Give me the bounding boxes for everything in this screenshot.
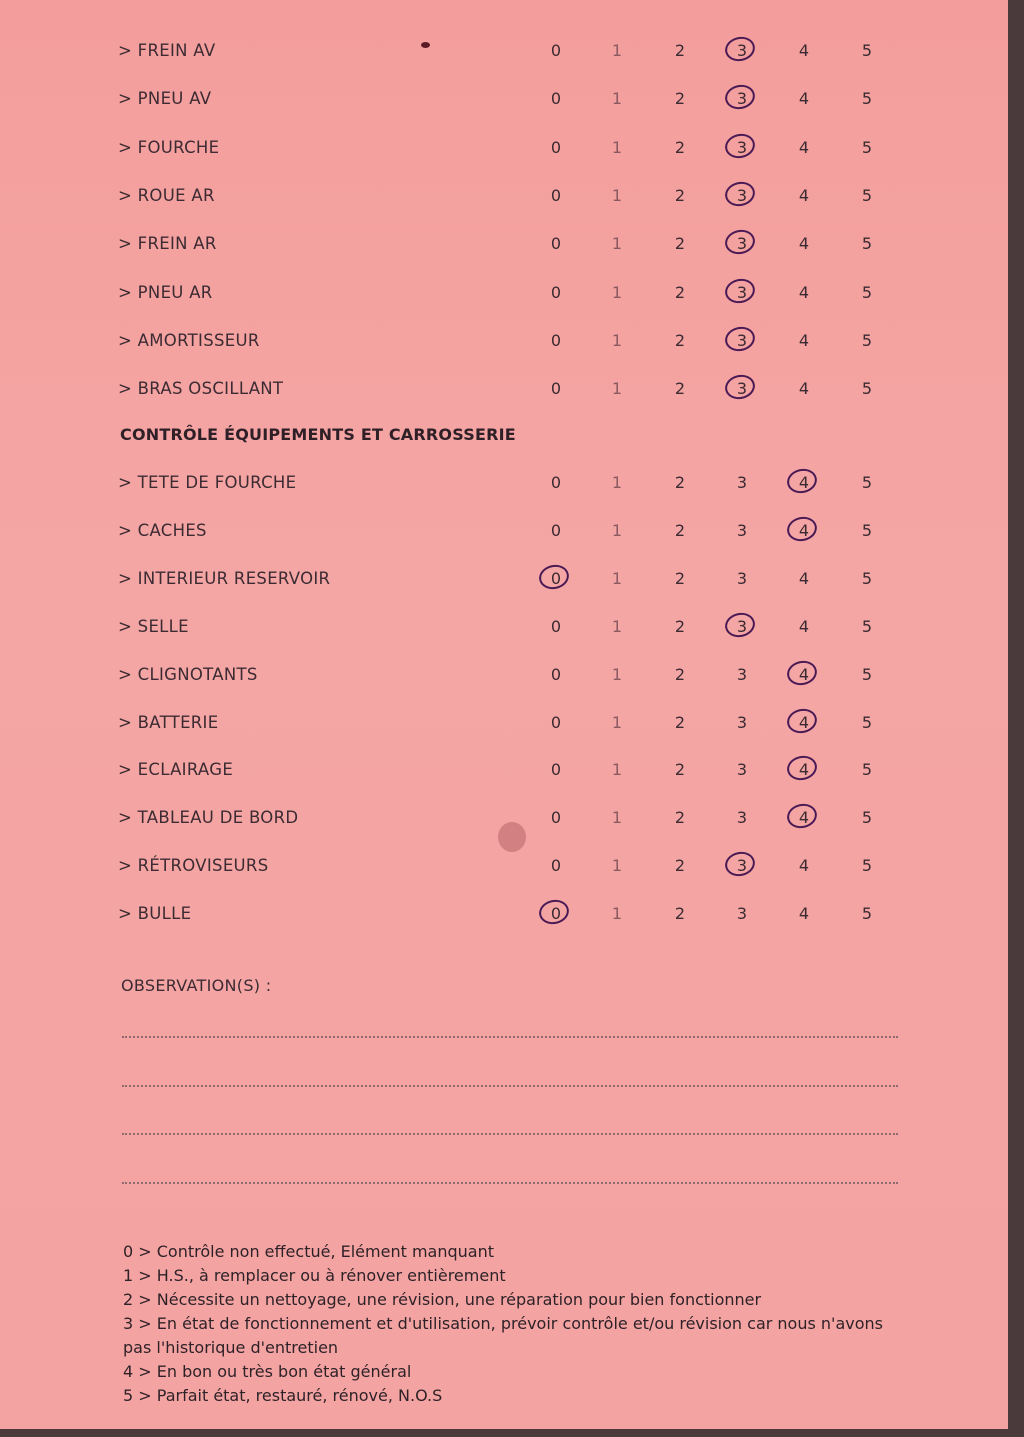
rating-option-5[interactable]: 5 (861, 760, 873, 780)
check-row (0, 856, 1008, 886)
check-row (0, 379, 1008, 409)
legend-item: 1 > H.S., à remplacer ou à rénover entièrement (123, 1266, 506, 1285)
rating-option-4[interactable]: 4 (798, 89, 810, 109)
selected-circle (785, 706, 819, 736)
selected-circle (723, 179, 757, 209)
rating-option-1[interactable]: 1 (611, 904, 623, 924)
rating-option-5[interactable]: 5 (861, 282, 873, 302)
rating-option-0[interactable]: 0 (541, 569, 571, 589)
observations-title: OBSERVATION(S) : (121, 976, 272, 995)
rating-option-1[interactable]: 1 (611, 473, 623, 492)
legend-item: 3 > En état de fonctionnement et d'utilisation, prévoir contrôle et/ou révision car nous n'avons pas l'historique d'entretien (123, 1314, 883, 1357)
observation-line[interactable] (122, 1133, 898, 1135)
rating-option-5[interactable]: 5 (861, 234, 873, 254)
selected-circle (785, 801, 819, 831)
rating-option-1[interactable]: 1 (611, 89, 623, 109)
rating-option-1[interactable]: 1 (611, 616, 623, 636)
observation-line[interactable] (122, 1182, 898, 1184)
check-row (0, 665, 1008, 695)
legend-item: 4 > En bon ou très bon état général (123, 1362, 412, 1381)
check-row (0, 89, 1008, 119)
check-label: > RÉTROVISEURS (118, 856, 269, 876)
rating-option-2[interactable]: 2 (674, 520, 686, 540)
rating-option-0[interactable]: 0 (550, 712, 562, 732)
check-row (0, 569, 1008, 599)
check-label: > ECLAIRAGE (118, 760, 234, 780)
rating-option-2[interactable]: 2 (674, 664, 686, 684)
rating-option-0[interactable]: 0 (550, 41, 562, 60)
rating-option-5[interactable]: 5 (861, 473, 873, 492)
rating-option-0[interactable]: 0 (550, 330, 562, 350)
rating-option-3[interactable]: 3 (727, 186, 757, 206)
selected-circle (723, 276, 757, 306)
rating-option-5[interactable]: 5 (861, 904, 873, 924)
rating-option-5[interactable]: 5 (861, 616, 873, 636)
rating-option-3[interactable]: 3 (736, 473, 748, 492)
check-label: > CACHES (118, 520, 207, 540)
rating-option-4[interactable]: 4 (798, 856, 810, 876)
check-label: > CLIGNOTANTS (118, 664, 258, 684)
rating-option-3[interactable]: 3 (736, 520, 748, 540)
rating-option-3[interactable]: 3 (736, 904, 748, 924)
check-row (0, 331, 1008, 361)
rating-option-0[interactable]: 0 (550, 616, 562, 636)
rating-option-3[interactable]: 3 (736, 760, 748, 780)
rating-option-1[interactable]: 1 (611, 760, 623, 780)
selected-circle (723, 610, 757, 640)
check-label: > PNEU AV (118, 89, 212, 109)
rating-option-5[interactable]: 5 (861, 664, 873, 684)
rating-option-0[interactable]: 0 (550, 664, 562, 684)
rating-option-1[interactable]: 1 (611, 330, 623, 350)
rating-option-4[interactable]: 4 (789, 665, 819, 685)
rating-option-4[interactable]: 4 (798, 234, 810, 254)
selected-circle (785, 754, 819, 784)
legend-item: 2 > Nécessite un nettoyage, une révision, une réparation pour bien fonctionner (123, 1290, 762, 1309)
rating-option-3[interactable]: 3 (727, 41, 757, 61)
rating-option-0[interactable]: 0 (550, 185, 562, 205)
rating-option-4[interactable]: 4 (789, 808, 819, 828)
check-label: > FREIN AV (118, 41, 216, 60)
rating-option-3[interactable]: 3 (727, 283, 757, 303)
check-label: > TABLEAU DE BORD (118, 808, 299, 828)
rating-option-5[interactable]: 5 (861, 856, 873, 876)
rating-option-4[interactable]: 4 (789, 713, 819, 733)
check-row (0, 808, 1008, 838)
rating-option-2[interactable]: 2 (674, 234, 686, 254)
rating-option-1[interactable]: 1 (611, 568, 623, 588)
check-label: > PNEU AR (118, 282, 213, 302)
rating-option-1[interactable]: 1 (611, 282, 623, 302)
rating-option-2[interactable]: 2 (674, 185, 686, 205)
rating-option-2[interactable]: 2 (674, 41, 686, 60)
rating-option-0[interactable]: 0 (550, 379, 562, 399)
rating-option-1[interactable]: 1 (611, 41, 623, 60)
rating-option-0[interactable]: 0 (550, 808, 562, 828)
check-label: > BRAS OSCILLANT (118, 379, 284, 399)
rating-option-0[interactable]: 0 (550, 137, 562, 157)
selected-circle (785, 466, 819, 496)
rating-option-3[interactable]: 3 (736, 808, 748, 828)
rating-option-3[interactable]: 3 (727, 331, 757, 351)
rating-option-3[interactable]: 3 (736, 568, 748, 588)
observation-line[interactable] (122, 1036, 898, 1038)
selected-circle (723, 372, 757, 402)
rating-option-2[interactable]: 2 (674, 904, 686, 924)
rating-option-3[interactable]: 3 (727, 234, 757, 254)
observation-line[interactable] (122, 1085, 898, 1087)
rating-option-4[interactable]: 4 (789, 760, 819, 780)
check-row (0, 234, 1008, 264)
rating-option-2[interactable]: 2 (674, 89, 686, 109)
rating-option-4[interactable]: 4 (798, 330, 810, 350)
rating-option-0[interactable]: 0 (550, 520, 562, 540)
rating-option-4[interactable]: 4 (798, 379, 810, 399)
legend-item: 0 > Contrôle non effectué, Elément manquant (123, 1242, 494, 1261)
rating-option-5[interactable]: 5 (861, 808, 873, 828)
selected-circle (537, 562, 571, 592)
check-row (0, 186, 1008, 216)
rating-legend (123, 1240, 913, 1408)
rating-option-4[interactable]: 4 (798, 185, 810, 205)
check-label: > FREIN AR (118, 234, 217, 254)
rating-option-3[interactable]: 3 (727, 856, 757, 876)
rating-option-4[interactable]: 4 (798, 137, 810, 157)
rating-option-1[interactable]: 1 (611, 520, 623, 540)
rating-option-2[interactable]: 2 (674, 330, 686, 350)
rating-option-2[interactable]: 2 (674, 473, 686, 492)
rating-option-1[interactable]: 1 (611, 664, 623, 684)
rating-option-5[interactable]: 5 (861, 712, 873, 732)
rating-option-2[interactable]: 2 (674, 568, 686, 588)
rating-option-3[interactable]: 3 (727, 379, 757, 399)
rating-option-2[interactable]: 2 (674, 712, 686, 732)
check-label: > ROUE AR (118, 185, 215, 205)
selected-circle (723, 849, 757, 879)
section-title: CONTRÔLE ÉQUIPEMENTS ET CARROSSERIE (120, 425, 516, 444)
rating-option-2[interactable]: 2 (674, 808, 686, 828)
check-row (0, 283, 1008, 313)
check-label: > TETE DE FOURCHE (118, 473, 297, 492)
selected-circle (723, 324, 757, 354)
rating-option-1[interactable]: 1 (611, 712, 623, 732)
rating-option-3[interactable]: 3 (727, 89, 757, 109)
rating-option-1[interactable]: 1 (611, 234, 623, 254)
rating-option-2[interactable]: 2 (674, 379, 686, 399)
selected-circle (785, 514, 819, 544)
check-label: > BATTERIE (118, 712, 219, 732)
check-row (0, 41, 1008, 71)
check-row (0, 904, 1008, 934)
check-row (0, 138, 1008, 168)
rating-option-5[interactable]: 5 (861, 41, 873, 60)
check-row (0, 521, 1008, 551)
check-row (0, 617, 1008, 647)
check-label: > INTERIEUR RESERVOIR (118, 568, 331, 588)
rating-option-1[interactable]: 1 (611, 379, 623, 399)
rating-option-0[interactable]: 0 (550, 89, 562, 109)
check-row (0, 760, 1008, 790)
rating-option-1[interactable]: 1 (611, 137, 623, 157)
rating-option-5[interactable]: 5 (861, 185, 873, 205)
rating-option-2[interactable]: 2 (674, 616, 686, 636)
legend-item: 5 > Parfait état, restauré, rénové, N.O.S (123, 1386, 443, 1405)
check-label: > SELLE (118, 616, 189, 636)
rating-option-3[interactable]: 3 (727, 617, 757, 637)
rating-option-2[interactable]: 2 (674, 137, 686, 157)
selected-circle (723, 82, 757, 112)
rating-option-4[interactable]: 4 (798, 41, 810, 60)
rating-option-5[interactable]: 5 (861, 330, 873, 350)
rating-option-5[interactable]: 5 (861, 137, 873, 157)
check-row (0, 713, 1008, 743)
selected-circle (723, 131, 757, 161)
rating-option-0[interactable]: 0 (541, 904, 571, 924)
rating-option-0[interactable]: 0 (550, 760, 562, 780)
rating-option-5[interactable]: 5 (861, 89, 873, 109)
check-label: > BULLE (118, 904, 192, 924)
rating-option-0[interactable]: 0 (550, 282, 562, 302)
rating-option-1[interactable]: 1 (611, 808, 623, 828)
rating-option-2[interactable]: 2 (674, 760, 686, 780)
selected-circle (723, 34, 757, 64)
rating-option-5[interactable]: 5 (861, 379, 873, 399)
rating-option-4[interactable]: 4 (798, 616, 810, 636)
rating-option-3[interactable]: 3 (736, 664, 748, 684)
rating-option-4[interactable]: 4 (789, 521, 819, 541)
rating-option-2[interactable]: 2 (674, 282, 686, 302)
rating-option-0[interactable]: 0 (550, 856, 562, 876)
rating-option-0[interactable]: 0 (550, 473, 562, 492)
check-row (0, 473, 1008, 503)
rating-option-4[interactable]: 4 (798, 568, 810, 588)
rating-option-0[interactable]: 0 (550, 234, 562, 254)
rating-option-3[interactable]: 3 (736, 712, 748, 732)
selected-circle (723, 227, 757, 257)
rating-option-4[interactable]: 4 (798, 282, 810, 302)
rating-option-2[interactable]: 2 (674, 856, 686, 876)
rating-option-4[interactable]: 4 (798, 904, 810, 924)
rating-option-5[interactable]: 5 (861, 520, 873, 540)
rating-option-1[interactable]: 1 (611, 856, 623, 876)
rating-option-4[interactable]: 4 (789, 473, 819, 493)
rating-option-3[interactable]: 3 (727, 138, 757, 158)
selected-circle (785, 658, 819, 688)
rating-option-5[interactable]: 5 (861, 568, 873, 588)
check-label: > FOURCHE (118, 137, 220, 157)
selected-circle (537, 897, 571, 927)
check-label: > AMORTISSEUR (118, 330, 260, 350)
rating-option-1[interactable]: 1 (611, 185, 623, 205)
